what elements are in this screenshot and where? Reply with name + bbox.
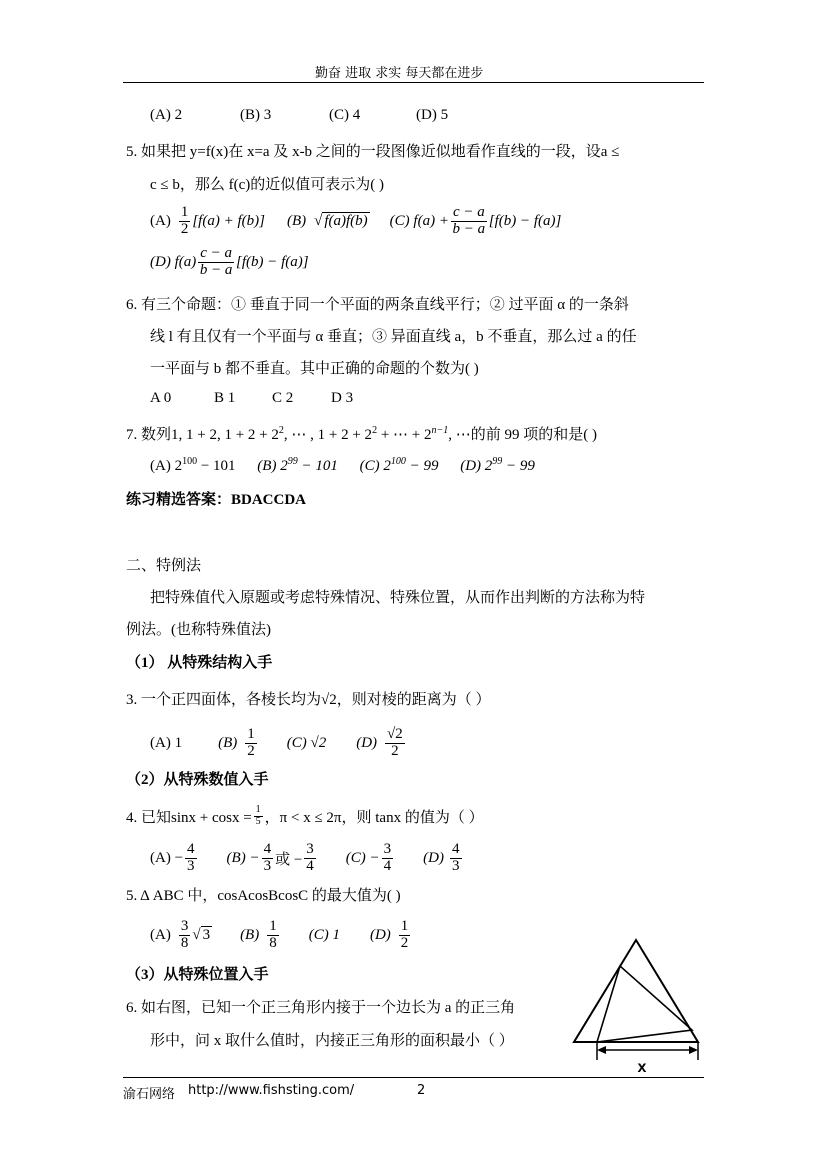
q7-opt-base: (A) 2 [150,458,183,474]
q3-option-d: (D) [356,734,378,751]
frac-den: 3 [187,857,195,874]
fraction-half [245,727,257,760]
frac-num: c − a [200,244,233,261]
frac-num: 4 [263,840,272,857]
radicand: f(a)f(b) [324,213,368,229]
q5-line1: 5. 如果把 y=f(x)在 x=a 及 x-b 之间的一段图像近似地看作直线的一段，设a ≤ [126,144,620,160]
frac-den: 4 [383,857,392,874]
q4-option-a-label: (A) − [150,849,184,866]
q4-options [150,838,464,878]
triangle-figure [570,936,706,1076]
subsection-3: （3）从特殊位置入手 [126,967,269,983]
fraction-ca-ba [451,205,487,238]
q5-option-a-expr: [f(a) + f(b)] [192,212,265,229]
q4-option-d-label: (D) [423,849,444,866]
fraction [185,842,197,875]
fraction [399,919,411,952]
q7-option-a [150,458,236,474]
frac-den: 2 [400,934,409,951]
q4-question [126,801,484,831]
frac-den: b − a [452,220,486,237]
q7-exponent: 2 [372,425,378,436]
fraction [262,842,274,875]
q6-option-b: B 1 [214,390,236,406]
q7-opt-rest: − 101 [197,458,236,474]
radicand: 3 [202,927,211,943]
q5-option-c-label: (C) f(a) + [389,212,449,229]
q5-option-c-expr: [f(b) − f(a)] [488,212,562,229]
dimension-label: x [637,1059,647,1076]
sqrt-expr: √ 3 [192,927,211,943]
q5-question: 5. Δ ABC 中，cosAcosBcosC 的最大值为( ) [126,888,401,904]
q7-opt-rest: − 101 [297,458,338,474]
q4-text: ，π < x ≤ 2π，则 tanx 的值为（ ） [264,809,484,826]
q5b-option-b-label: (B) [240,926,260,943]
fraction-ca-ba [198,246,234,279]
frac-den: 3 [452,857,460,874]
frac-den: b − a [199,261,233,278]
q5-options-row1 [150,202,561,240]
outer-triangle [574,940,698,1042]
q5-option-d-label: (D) f(a) [150,253,197,270]
q3-option-a: (A) 1 [150,734,183,751]
frac-den: 8 [180,934,189,951]
q7-exponent: n−1 [431,425,449,436]
fraction-one-fifth [254,805,263,827]
fraction-root2-2 [385,727,405,760]
frac-den: 4 [306,857,314,874]
subsection-2: （2）从特殊数值入手 [126,772,269,788]
q5-option-b-label: (B) [286,212,307,229]
footer-rule [123,1077,704,1078]
fraction [304,842,316,875]
frac-den: 3 [263,857,272,874]
frac-den: 5 [255,815,261,827]
q7-opt-exp: 100 [390,456,406,467]
q3-option-b: (B) [218,734,238,751]
frac-num: 1 [400,917,409,934]
q7-options [150,456,535,475]
fraction [267,919,279,952]
q6-option-d: D 3 [331,390,354,406]
fraction [450,842,462,875]
q6-option-c: C 2 [272,390,294,406]
arrow-left-icon [597,1046,606,1054]
frac-num: 1 [180,203,189,220]
q5-option-a-label: (A) [150,212,171,229]
q5-options-row2 [150,243,309,281]
frac-den: 8 [269,934,277,951]
q6-line3: 一平面与 b 都不垂直。其中正确的命题的个数为( ) [150,361,479,377]
frac-num: 3 [306,840,314,857]
arrow-right-icon [689,1046,698,1054]
q4-or: 或 − [275,851,303,868]
q7-exponent: 2 [278,425,284,436]
q5b-options [150,914,412,956]
option-c: (C) 4 [329,107,361,123]
q7-text: 7. 数列1, 1 + 2, 1 + 2 + 2 [126,427,279,443]
q5b-option-a-label: (A) [150,926,171,943]
intro-line2: 例法。(也称特殊值法) [126,622,271,638]
page-number: 2 [417,1083,426,1098]
q7-option-b [257,458,338,474]
q7-opt-base: (B) 2 [257,458,288,474]
q6-line2: 线 l 有且仅有一个平面与 α 垂直；③ 异面直线 a，b 不垂直，那么过 a 的任 [150,329,637,345]
q6b-line2: 形中，问 x 取什么值时，内接正三角形的面积最小（ ） [150,1033,514,1049]
frac-num: 1 [247,725,255,742]
q4-text: 4. 已知sinx + cosx = [126,809,252,826]
fraction-half [179,205,191,238]
frac-den: 2 [247,742,255,759]
q3-question: 3. 一个正四面体，各棱长均为√2，则对棱的距离为（ ） [126,692,491,708]
q7-opt-exp: 99 [287,456,298,467]
q6-line1: 6. 有三个命题：① 垂直于同一个平面的两条直线平行；② 过平面 α 的一条斜 [126,297,629,313]
option-b: (B) 3 [240,107,272,123]
page-header: 勤奋 进取 求实 每天都在进步 [315,66,484,81]
frac-num: c − a [452,203,485,220]
inner-triangle [597,966,692,1042]
fraction [179,919,191,952]
section-title: 二、特例法 [126,558,202,574]
frac-num: 1 [255,804,261,815]
q7-text: , ⋯ , 1 + 2 + 2 [283,427,373,443]
q7-opt-exp: 100 [182,456,198,467]
footer-url[interactable]: http://www.fishsting.com/ [188,1083,355,1098]
q5-option-d-expr: [f(b) − f(a)] [236,253,309,270]
q6b-line1: 6. 如右图，已知一个正三角形内接于一个边长为 a 的正三角 [126,1000,516,1016]
q7-question [126,423,597,444]
frac-num: 3 [180,917,189,934]
q7-opt-rest: − 99 [405,458,439,474]
intro-line1: 把特殊值代入原题或考虑特殊情况、特殊位置，从而作出判断的方法称为特 [150,590,646,606]
q3-option-c: (C) √2 [286,734,327,751]
frac-num: 1 [269,917,277,934]
q7-option-c [360,458,439,474]
q5b-option-d-label: (D) [369,926,391,943]
option-d: (D) 5 [416,107,449,123]
frac-den: 2 [391,742,399,759]
q5b-option-c: (C) 1 [308,926,340,943]
fraction [382,842,394,875]
q7-text: , ⋯的前 99 项的和是( ) [448,427,597,443]
q6-option-a: A 0 [150,390,172,406]
q4-option-b-label: (B) − [226,849,260,866]
option-a: (A) 2 [150,107,183,123]
q7-option-d [460,458,535,474]
q7-opt-rest: − 99 [502,458,535,474]
q7-opt-base: (D) 2 [460,458,493,474]
q7-text: + ⋯ + 2 [377,427,432,443]
q7-opt-base: (C) 2 [359,458,391,474]
sqrt-expr: √ f(a)f(b) [314,213,368,229]
frac-num: 4 [452,840,460,857]
q3-options [150,722,407,764]
frac-num: 4 [187,840,195,857]
frac-num: √2 [387,725,403,742]
header-rule [123,82,704,83]
frac-den: 2 [180,220,189,237]
q4-option-c-label: (C) − [345,849,380,866]
q5-line2: c ≤ b，那么 f(c)的近似值可表示为( ) [150,177,385,193]
footer-org: 渝石网络 [123,1087,176,1102]
answer-key: 练习精选答案：BDACCDA [126,492,307,508]
frac-num: 3 [383,840,392,857]
q7-opt-exp: 99 [492,456,503,467]
subsection-1: （1） 从特殊结构入手 [126,655,273,671]
